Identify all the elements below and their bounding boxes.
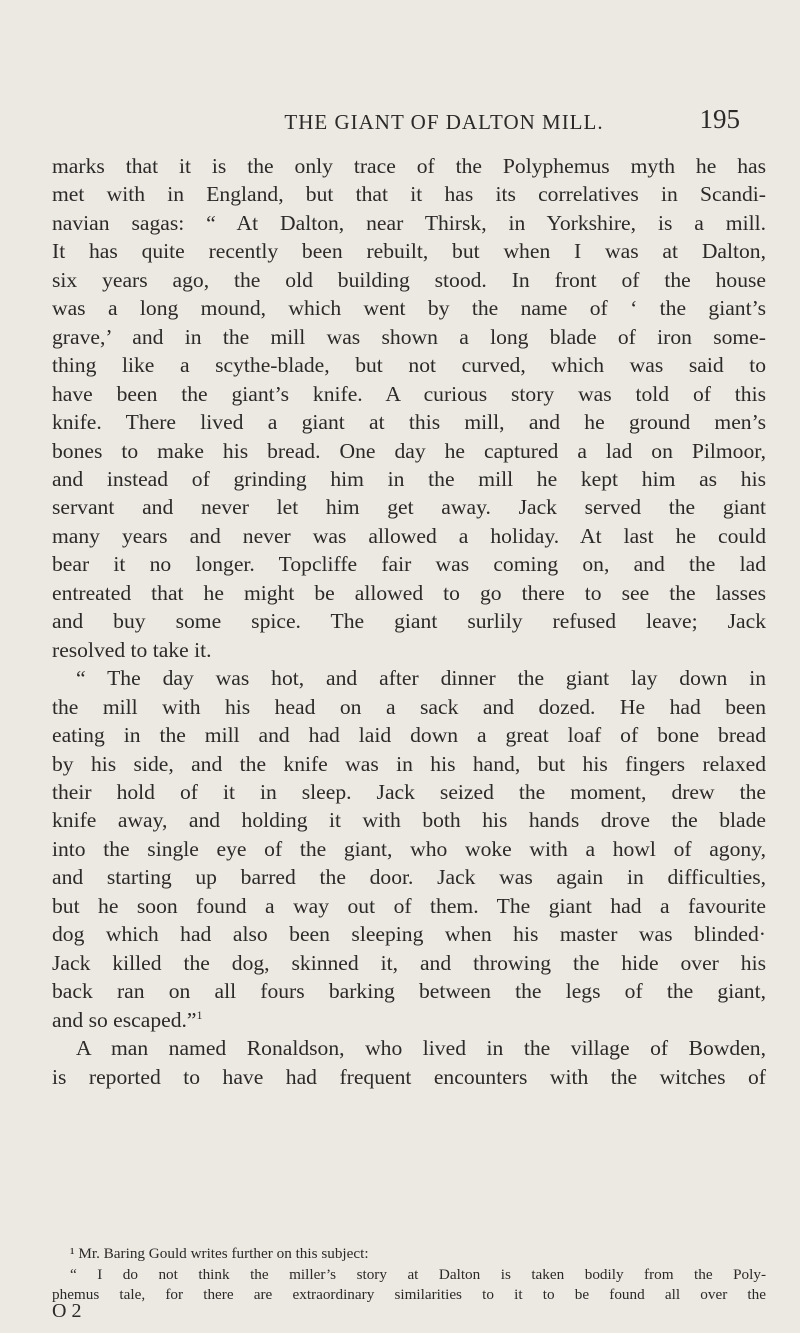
text-line: have been the giant’s knife. A curious story was told of this	[52, 381, 766, 406]
text-line: knife away, and holding it with both his hands drove the blade	[52, 808, 766, 833]
text-segment: and so escaped.”	[52, 1007, 197, 1032]
text-line: bear it no longer. Topcliffe fair was coming on, and the lad	[52, 552, 766, 577]
text-line: and buy some spice. The giant surlily refused leave; Jack	[52, 609, 766, 634]
text-line: Jack killed the dog, skinned it, and throwing the hide over his	[52, 950, 766, 975]
text-line: but he soon found a way out of them. The giant had a favourite	[52, 893, 766, 918]
text-line: entreated that he might be allowed to go there to see the lasses	[52, 580, 766, 605]
text-line: navian sagas: “ At Dalton, near Thirsk, in Yorkshire, is a mill.	[52, 210, 766, 235]
running-title: THE GIANT OF DALTON MILL.	[284, 110, 604, 134]
footnote-line: phemus tale, for there are extraordinary similarities to it to be found all over the	[52, 1286, 766, 1303]
text-line: and starting up barred the door. Jack was again in difficulties,	[52, 865, 766, 890]
signature-mark: O 2	[52, 1300, 82, 1322]
text-line: met with in England, but that it has its correlatives in Scandi-	[52, 182, 766, 207]
text-line: by his side, and the knife was in his hand, but his fingers relaxed	[52, 751, 766, 776]
footnote-line: “ I do not think the miller’s story at Dalton is taken bodily from the Poly-	[70, 1265, 766, 1283]
text-line: It has quite recently been rebuilt, but when I was at Dalton,	[52, 239, 766, 264]
text-line: dog which had also been sleeping when his master was blinded·	[52, 922, 766, 947]
text-line: servant and never let him get away. Jack served the giant	[52, 495, 766, 520]
page-number: 195	[699, 104, 740, 134]
text-line: was a long mound, which went by the name of ‘ the giant’s	[52, 296, 766, 321]
text-line: the mill with his head on a sack and dozed. He had been	[52, 694, 766, 719]
text-line: many years and never was allowed a holiday. At last he could	[52, 523, 766, 548]
text-line: bones to make his bread. One day he captured a lad on Pilmoor,	[52, 438, 766, 463]
footnote-ref: 1	[196, 1007, 203, 1022]
text-line: is reported to have had frequent encounters with the witches of	[52, 1064, 766, 1089]
text-line: grave,’ and in the mill was shown a long blade of iron some-	[52, 324, 766, 349]
text-line: marks that it is the only trace of the Polyphemus myth he has	[52, 154, 766, 178]
text-line: six years ago, the old building stood. In front of the house	[52, 267, 766, 292]
footnote-line: ¹ Mr. Baring Gould writes further on this subject:	[70, 1245, 369, 1262]
text-line: knife. There lived a giant at this mill, and he ground men’s	[52, 410, 766, 435]
running-header	[118, 104, 770, 138]
text-line: and instead of grinding him in the mill he kept him as his	[52, 466, 766, 491]
footnote	[52, 1244, 766, 1306]
text-line: back ran on all fours barking between the legs of the giant,	[52, 979, 766, 1004]
body-text	[52, 152, 766, 1091]
text-line: eating in the mill and had laid down a great loaf of bone bread	[52, 723, 766, 748]
text-line: into the single eye of the giant, who woke with a howl of agony,	[52, 836, 766, 861]
text-line: their hold of it in sleep. Jack seized the moment, drew the	[52, 779, 766, 804]
text-line: “ The day was hot, and after dinner the giant lay down in	[76, 666, 766, 691]
text-line-with-footnote-ref	[52, 1006, 766, 1034]
text-line: resolved to take it.	[52, 637, 212, 662]
text-line: thing like a scythe-blade, but not curved, which was said to	[52, 353, 766, 378]
text-line: A man named Ronaldson, who lived in the village of Bowden,	[76, 1036, 766, 1061]
